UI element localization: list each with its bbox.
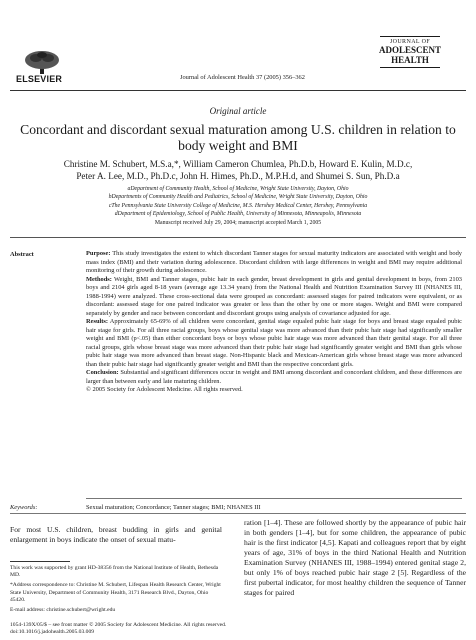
methods-label: Methods: [86, 275, 112, 283]
footnotes [10, 565, 222, 617]
body-left-column: For most U.S. children, breast budding in girls and genital enlargement in boys indicate the onset of sexual matu- [10, 525, 222, 544]
correspondence-note: *Address correspondence to: Christine M. Schubert, Lifespan Health Research Center, Wright State University, Department of Community Health, 3171 Research Blvd., Dayton, Ohio 45420. [10, 582, 221, 603]
abstract-body [86, 250, 462, 395]
abstract-results [86, 318, 462, 369]
issn-line: 1054-139X/05/$ – see front matter © 2005 Society for Adolescent Medicine. All rights reserved. [10, 622, 227, 628]
keywords-text: Sexual maturation; Concordance; Tanner stages; BMI; NHANES III [86, 504, 261, 511]
abstract-top-divider [10, 237, 466, 238]
abstract-purpose [86, 250, 462, 276]
journal-logo-line3: HEALTH [391, 55, 429, 65]
bottom-matter [10, 622, 466, 637]
body-right-column: ration [1–4]. These are followed shortly by the appearance of pubic hair in both genders [1–4], but for some children, the appearance of pubic hair is the first indicator [4,5]. Kapati and colleagues report that by eight years of age, 31% of boys in the third National Health and Nutrition Examination Survey (NHANES III, 1988–1994) entered genital stage 2, but only 1% of boys reached pubic hair stage 2 [5]. Regardless of the first pubertal indicator, for most healthy children the sequence of Tanner stages for paired [244, 518, 466, 597]
journal-logo [366, 36, 454, 68]
journal-logo-line2: ADOLESCENT [378, 45, 441, 55]
page-header [10, 0, 466, 88]
article-type: Original article [209, 106, 267, 116]
journal-logo-line1: JOURNAL OF [389, 39, 431, 45]
elsevier-logo [14, 50, 70, 82]
abstract-conclusion [86, 369, 462, 386]
funding-note: This work was supported by grant HD-38356 from the National Institute of Health, Bethesda MD. [10, 565, 219, 579]
publisher-name: ELSEVIER [16, 74, 63, 84]
results-label: Results: [86, 318, 109, 325]
affiliation-b: bDepartments of Community Health and Pediatrics, School of Medicine, Wright State University, Dayton, Ohio [108, 194, 368, 201]
footnote-divider [10, 561, 70, 562]
keywords-divider [86, 498, 462, 499]
abstract-copyright: © 2005 Society for Adolescent Medicine. All rights reserved. [86, 386, 243, 393]
doi-link[interactable]: doi:10.1016/j.jadohealth.2005.03.009 [10, 629, 95, 636]
header-divider [10, 90, 466, 91]
abstract-methods [86, 276, 462, 319]
affiliation-d: dDepartment of Epidemiology, School of Public Health, University of Minnesota, Minneapolis, Minnesota [114, 211, 362, 218]
tree-icon [22, 50, 62, 74]
affiliation-a: aDepartment of Community Health, School of Medicine, Wright State University, Dayton, Ohio [127, 186, 349, 192]
conclusion-text: Substantial and significant differences occur in weight and BMI among discordant and concordant children, and these differences are larger than between early and late maturing children. [86, 369, 462, 385]
received-date: Manuscript received July 29, 2004; manuscript accepted March 1, 2005 [154, 219, 322, 226]
purpose-label: Purpose: [86, 250, 111, 257]
author-line-1: Christine M. Schubert, M.S.a,*, William Cameron Chumlea, Ph.D.b, Howard E. Kulin, M.D.c, [63, 159, 413, 169]
results-text: Approximately 65-69% of all children were concordant, genital stage equaled pubic hair stage for boys and breast stage equaled pubic hair stage for girls. For all three racial groups, boys whose genital stage was more advanced than their pubic hair stage had significantly smaller weight and BMI (p<.05) than either concordant boys or boys whose pubic hair stage was more advanced than their genital stage. For all three racial groups, girls whose breast stage was more advanced than their pubic hair stage had significantly greater weight and BMI than girls whose pubic hair stage was more advanced than breast stage. Non-Hispanic black and Mexican-American girls whose breast stage was more advanced than their pubic hair stage had significantly greater weight and BMI than the respective concordant girls. [86, 318, 463, 368]
body-divider [10, 513, 466, 514]
purpose-text: This study investigates the extent to which discordant Tanner stages for sexual maturity indicators are associated with weight and body mass index (BMI) and their variation during adolescence. Discordant children with large differences in weight and BMI may require additional monitoring of their growth during adolescence. [86, 250, 462, 274]
abstract-label: Abstract [10, 251, 34, 258]
affiliations [30, 185, 446, 227]
author-list [8, 158, 468, 182]
email-note: E-mail address: christine.schubert@wright.edu [10, 607, 116, 614]
methods-text: Weight, BMI and Tanner stages, pubic hair in each gender, breast development in girls and genital development in boys, from 2103 boys and 2104 girls aged 8-18 years (average age 13.34 years) from the National Health and Nutrition Examination Survey III (NHANES III, 1988-1994) were analyzed. These cross-sectional data were grouped as concordant: assessed stages for paired indicators were equivalent, or as discordant: assessed stage for one paired indicator was greater or less than the other by one or more stages. Weight and BMI were compared separately by gender and race between concordant and discordant groups using analysis of covariance adjusted for age. [86, 275, 462, 317]
author-line-2: Peter A. Lee, M.D., Ph.D.c, John H. Himes, Ph.D., M.P.H.d, and Shumei S. Sun, Ph.D.a [76, 171, 400, 181]
affiliation-c: cThe Pennsylvania State University College of Medicine, M.S. Hershey Medical Center, Hershey, Pennsylvania [108, 202, 368, 209]
keywords-label: Keywords: [10, 504, 38, 511]
journal-citation: Journal of Adolescent Health 37 (2005) 356–362 [180, 74, 305, 81]
article-title: Concordant and discordant sexual maturation among U.S. children in relation to body weight and BMI [20, 122, 456, 153]
conclusion-label: Conclusion: [86, 369, 119, 376]
